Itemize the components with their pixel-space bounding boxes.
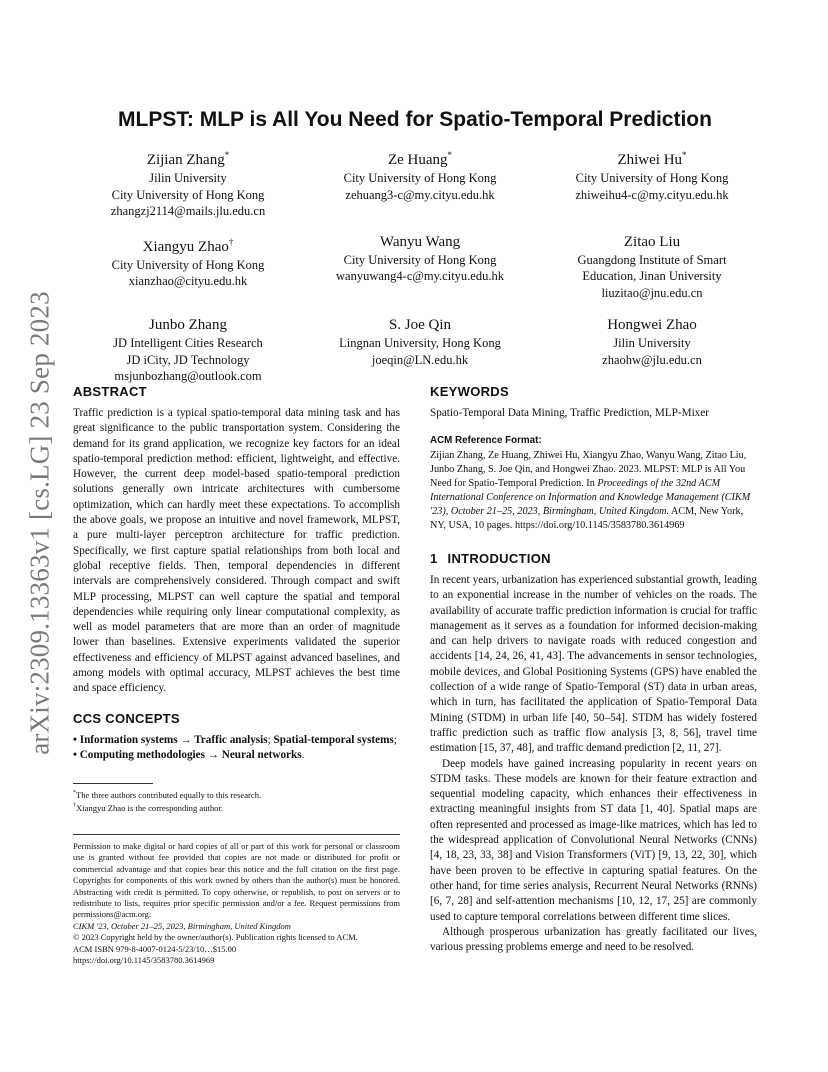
doi-link[interactable]: https://doi.org/10.1145/3583780.3614969	[73, 955, 215, 966]
permission-text: Permission to make digital or hard copies of all or part of this work for personal or classroom use is granted without fee provided that copies are not made or distributed for profit or commercial advantage and that copies bear this notice and the full citation on the first page. Copyrights for components of this work owned by others than the author(s) must be honored. Abstracting with credit is permitted. To copy otherwise, or republish, to post on servers or to redistribute to lists, requires prior specific permission and/or a fee. Request permissions from permissions@acm.org.	[73, 841, 400, 920]
author	[306, 315, 534, 385]
footnote: *The three authors contributed equally to this research.	[73, 789, 262, 800]
author-email[interactable]: zhangzj2114@mails.jlu.edu.cn	[110, 204, 266, 218]
arxiv-identifier: arXiv:2309.13363v1 [cs.LG] 23 Sep 2023	[24, 291, 55, 755]
author-name: Zhiwei Hu*	[617, 150, 687, 168]
paper-title: MLPST: MLP is All You Need for Spatio-Temporal Prediction	[118, 108, 712, 131]
author-name: Ze Huang*	[387, 150, 453, 168]
intro-paragraph: In recent years, urbanization has experienced substantial growth, leading to an exponential increase in the number of vehicles on the roads. The availability of accurate traffic prediction information is crucial for traffic management as it serves as a foundation for informed decision-making and can help drivers to navigate roads with reduced congestion and accidents [14, 24, 26, 41, 43]. The advancements in sensor technologies, mobile devices, and Global Positioning Systems (GPS) have enabled the collection of a wide range of Spatio-Temporal (ST) data in urban areas, which in turn, has facilitated the application of Spatio-Temporal Data Mining (STDM) in urban life [40, 50–54]. STDM has widely fostered traffic prediction such as traffic flow analysis [3, 8, 56], travel time estimation [15, 37, 48], and traffic demand prediction [2, 11, 27].	[430, 574, 757, 755]
right-column	[430, 384, 757, 955]
footnote-rule	[73, 783, 153, 784]
author-affiliation: Guangdong Institute of Smart	[577, 252, 727, 267]
author-affiliation: JD Intelligent Cities Research	[113, 336, 263, 350]
footnote: †Xiangyu Zhao is the corresponding author.	[73, 803, 224, 814]
ccs-heading: CCS CONCEPTS	[73, 710, 180, 726]
author-name: Zitao Liu	[623, 233, 681, 250]
author	[538, 145, 766, 220]
footnotes	[73, 783, 400, 815]
author-row-1	[74, 145, 766, 220]
acm-reference-heading: ACM Reference Format:	[430, 435, 542, 446]
author-name: Xiangyu Zhao†	[142, 236, 234, 255]
ccs-concepts: • Information systems → Traffic analysis; Spatial-temporal systems; • Computing methodologies → Neural networks.	[73, 733, 397, 761]
author	[74, 145, 302, 220]
author-row-2	[74, 232, 766, 302]
author-affiliation: Jilin University	[149, 171, 227, 185]
author-affiliation: JD iCity, JD Technology	[126, 352, 250, 367]
introduction-heading: 1 INTRODUCTION	[430, 551, 551, 566]
abstract-text: Traffic prediction is a typical spatio-temporal data mining task and has great significance to the public transportation system. Considering the demand for its grand application, we recognize key factors for an ideal spatio-temporal prediction method: efficient, lightweight, and effective. However, the current deep model-based spatio-temporal prediction solutions generally own intricate architectures with cumbersome optimization, which can hardly meet these expectations. To accomplish the above goals, we propose an intuitive and novel framework, MLPST, a pure multi-layer perceptron architecture for traffic prediction. Specifically, we first capture spatial relationships from both local and global receptive fields. Then, temporal dependencies in different intervals are comprehensively considered. Through compact and swift MLP processing, MLPST can well capture the spatial and temporal dependencies while requiring only linear computational complexity, as well as model parameters that are more than an order of magnitude lower than baselines. Extensive experiments validated the superior effectiveness and efficiency of MLPST against advanced baselines, and among models with optimal accuracy, MLPST achieves the best time and space efficiency.	[73, 407, 400, 695]
intro-paragraph: Deep models have gained increasing popularity in recent years on STDM tasks. These models are known for their feature extraction and sequential modeling capacity, which enhances their effectiveness in extracting meaningful insights from ST data [1, 40]. Spatial maps are often represented and processed as image-like matrices, which has led to the widespread application of Convolutional Neural Networks (CNNs) [4, 18, 23, 33, 38] and Vision Transformers (ViT) [9, 13, 22, 30], which have been proven to be effective in capturing spatial features. On the other hand, for time series analysis, Recurrent Neural Networks (RNNs) [6, 7, 28] and self-attention mechanisms [10, 12, 17, 25] are commonly used to capture temporal correlations between different time slices.	[430, 757, 757, 923]
author	[306, 145, 534, 220]
author-email[interactable]: liuzitao@jnu.edu.cn	[601, 285, 703, 300]
author-name: Hongwei Zhao	[607, 317, 697, 333]
author	[538, 232, 766, 302]
author-affiliation: City University of Hong Kong	[111, 257, 265, 272]
copyright-line: © 2023 Copyright held by the owner/author(s). Publication rights licensed to ACM.	[73, 932, 358, 943]
author	[538, 315, 766, 385]
arxiv-sidebar	[20, 288, 60, 758]
author-email[interactable]: wanyuwang4-c@my.cityu.edu.hk	[336, 269, 504, 283]
author	[306, 232, 534, 302]
author-affiliation: Education, Jinan University	[582, 269, 722, 283]
author-email[interactable]: zhaohw@jlu.edu.cn	[602, 352, 702, 367]
acm-reference-text: Zijian Zhang, Ze Huang, Zhiwei Hu, Xiangyu Zhao, Wanyu Wang, Zitao Liu, Junbo Zhang, S. Joe Qin, and Hongwei Zhao. 2023. MLPST: MLP is All You Need for Spatio-Temporal Prediction. In Proceedings of the 32nd ACM International Conference on Information and Knowledge Management (CIKM '23), October 21–25, 2023, Birmingham, United Kingdom. ACM, New York, NY, USA, 10 pages. https://doi.org/10.1145/3583780.3614969	[430, 450, 751, 531]
author-affiliation: City University of Hong Kong	[343, 171, 497, 185]
abstract-heading: ABSTRACT	[73, 384, 147, 399]
author-affiliation: City University of Hong Kong	[343, 252, 497, 267]
intro-paragraph: Although prosperous urbanization has greatly facilitated our lives, various pressing problems emerge and need to be resolved.	[430, 925, 757, 954]
author-name: Junbo Zhang	[149, 317, 227, 333]
keywords-heading: KEYWORDS	[430, 384, 509, 399]
author-block	[74, 145, 766, 397]
permission-block	[73, 834, 400, 966]
author-name: Zijian Zhang*	[146, 150, 230, 168]
venue-line: CIKM '23, October 21–25, 2023, Birmingham, United Kingdom	[73, 920, 291, 931]
author	[74, 232, 302, 302]
keywords-text: Spatio-Temporal Data Mining, Traffic Prediction, MLP-Mixer	[430, 407, 709, 419]
author-affiliation: City University of Hong Kong	[575, 171, 729, 185]
author-email[interactable]: zehuang3-c@my.cityu.edu.hk	[345, 187, 495, 202]
author-name: Wanyu Wang	[379, 233, 461, 250]
author-name: S. Joe Qin	[388, 317, 452, 333]
author-email[interactable]: zhiweihu4-c@my.cityu.edu.hk	[575, 187, 729, 202]
author-email[interactable]: msjunbozhang@outlook.com	[114, 369, 262, 383]
author-row-3	[74, 315, 766, 385]
author	[74, 315, 302, 385]
author-email[interactable]: joeqin@LN.edu.hk	[371, 352, 469, 367]
author-email[interactable]: xianzhao@cityu.edu.hk	[128, 274, 248, 288]
isbn-line: ACM ISBN 979-8-4007-0124-5/23/10…$15.00	[73, 943, 237, 954]
author-affiliation: City University of Hong Kong	[111, 187, 265, 202]
left-column	[73, 384, 400, 763]
author-affiliation: Lingnan University, Hong Kong	[339, 336, 501, 350]
author-affiliation: Jilin University	[613, 336, 691, 350]
